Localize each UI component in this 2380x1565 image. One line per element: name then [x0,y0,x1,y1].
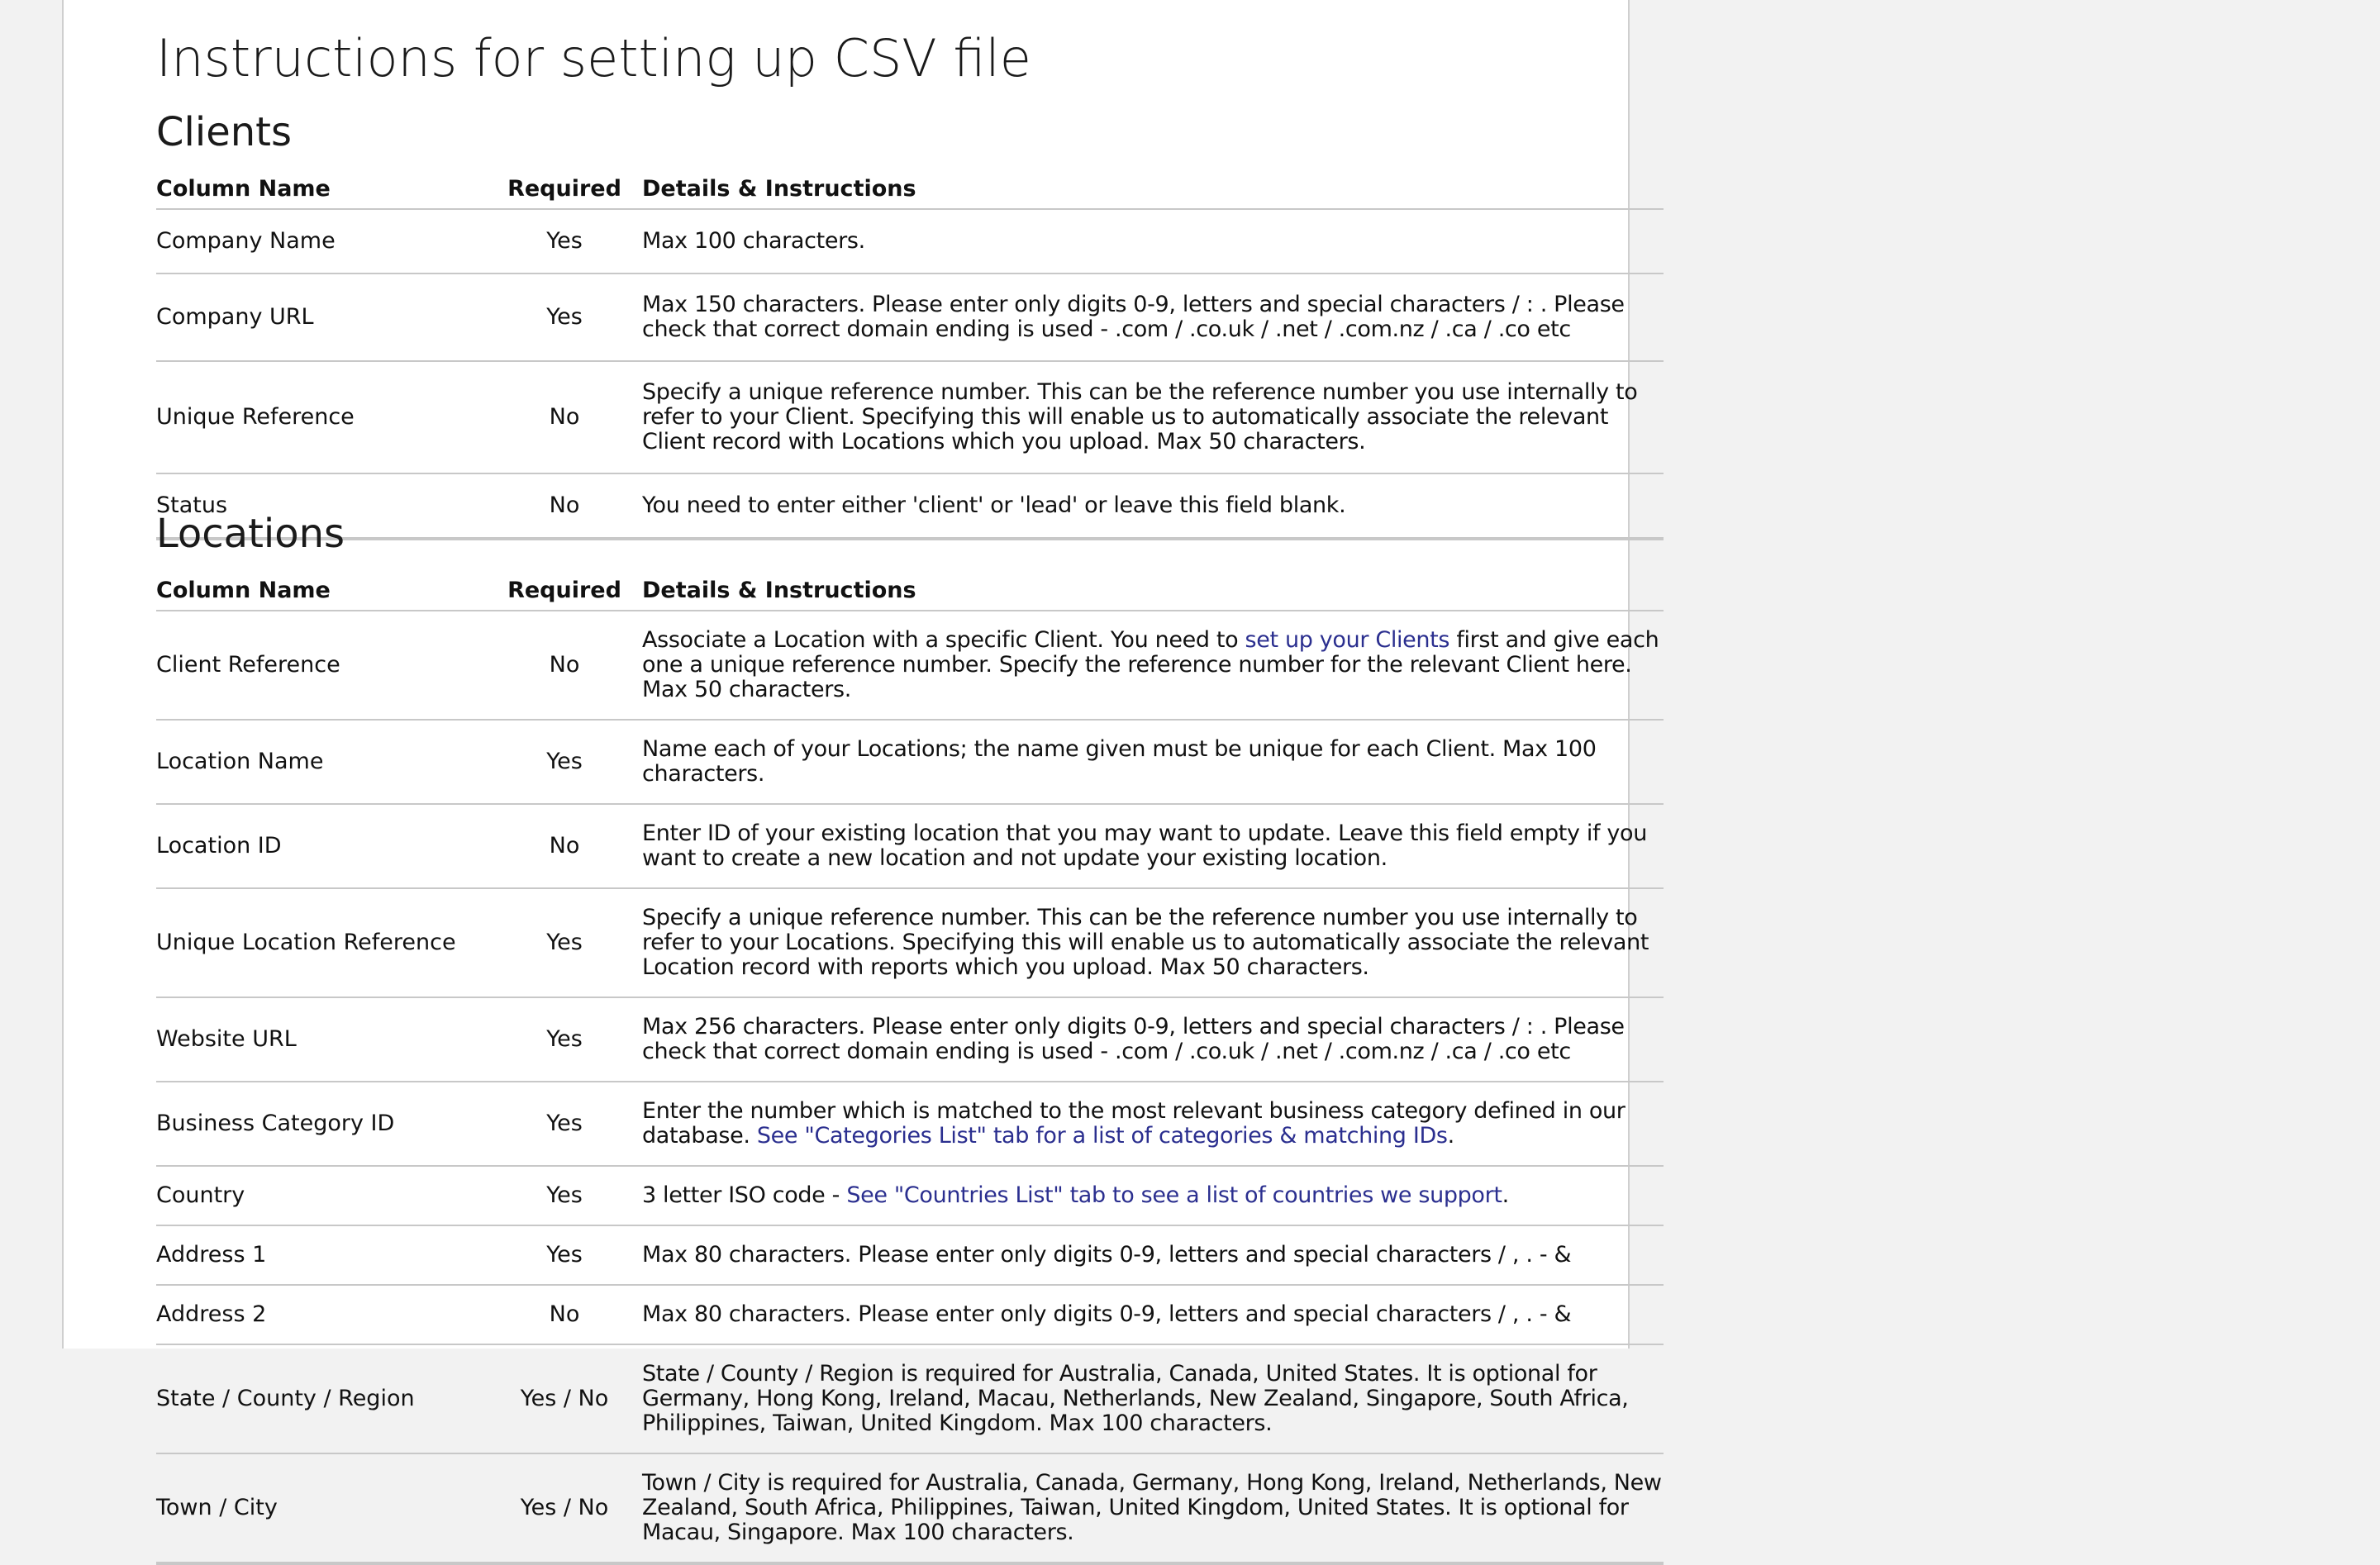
table-row [156,1082,1664,1166]
row-name: Location Name [156,720,497,804]
row-details [632,611,1664,720]
row-details: You need to enter either 'client' or 'lead' or leave this field blank. [632,473,1664,539]
row-name: Country [156,1166,497,1225]
row-required: Yes [497,209,632,274]
table-header-row [156,575,1664,611]
table-row [156,997,1664,1082]
row-name: Unique Reference [156,361,497,473]
row-name: Address 1 [156,1225,497,1285]
details-text: . [1447,1123,1454,1149]
row-name: Address 2 [156,1285,497,1344]
table-row [156,361,1664,473]
table-row [156,720,1664,804]
row-required: Yes [497,274,632,361]
row-required: No [497,611,632,720]
table-row [156,804,1664,888]
row-name: Town / City [156,1453,497,1563]
column-header-required: Required [497,575,632,611]
row-required: Yes [497,888,632,997]
row-required: Yes [497,997,632,1082]
row-details [632,1166,1664,1225]
table-row [156,1453,1664,1563]
table-row [156,1225,1664,1285]
row-name: Status [156,473,497,539]
column-header-required: Required [497,174,632,209]
row-required: Yes / No [497,1453,632,1563]
details-text: . [1502,1182,1509,1208]
details-text: 3 letter ISO code - [642,1182,847,1208]
row-details: Specify a unique reference number. This can be the reference number you use internally to refer to your Client. Specifying this will enable us to automatically associate the relevant Client record with Locations which you upload. Max 50 characters. [632,361,1664,473]
locations-table [156,575,1664,1565]
locations-section-title: Locations [156,511,345,557]
row-name: Company URL [156,274,497,361]
row-required: No [497,361,632,473]
row-name: Unique Location Reference [156,888,497,997]
row-name: Location ID [156,804,497,888]
table-row [156,1344,1664,1453]
row-details: Max 100 characters. [632,209,1664,274]
table-row [156,473,1664,539]
row-required: No [497,1285,632,1344]
row-required: No [497,804,632,888]
content-panel [62,0,1662,1545]
details-text: first and give each one a unique reference number. Specify the reference number for the relevant Client here. Max 50 characters. [642,627,1659,702]
table-row [156,274,1664,361]
row-details: Max 150 characters. Please enter only digits 0-9, letters and special characters / : . Please check that correct domain ending is used - .com / .co.uk / .net / .com.nz / .ca / .co etc [632,274,1664,361]
row-details: Max 256 characters. Please enter only digits 0-9, letters and special characters / : . Please check that correct domain ending is used - .com / .co.uk / .net / .com.nz / .ca / .co etc [632,997,1664,1082]
countries-list-link[interactable]: See "Countries List" tab to see a list of countries we support [846,1182,1502,1208]
row-details: Town / City is required for Australia, Canada, Germany, Hong Kong, Ireland, Netherlands, New Zealand, South Africa, Philippines, Taiwan, United Kingdom, United States. It is optional for Macau, Singapore. Max 100 characters. [632,1453,1664,1563]
row-required: Yes [497,1082,632,1166]
column-header-details: Details & Instructions [632,575,1664,611]
table-row [156,1285,1664,1344]
table-row [156,611,1664,720]
row-required: Yes / No [497,1344,632,1453]
clients-table [156,174,1664,540]
table-row [156,209,1664,274]
table-row [156,888,1664,997]
row-required: Yes [497,1225,632,1285]
table-row [156,1166,1664,1225]
row-details: Max 80 characters. Please enter only digits 0-9, letters and special characters / , . - & [632,1225,1664,1285]
row-required: Yes [497,720,632,804]
row-required: No [497,473,632,539]
row-name: Company Name [156,209,497,274]
row-required: Yes [497,1166,632,1225]
row-details [632,1082,1664,1166]
column-header-details: Details & Instructions [632,174,1664,209]
categories-list-link[interactable]: See "Categories List" tab for a list of categories & matching IDs [756,1123,1448,1149]
table-header-row [156,174,1664,209]
page-title: Instructions for setting up CSV file [156,28,1031,88]
row-name: Business Category ID [156,1082,497,1166]
clients-section-title: Clients [156,109,292,155]
row-details: Name each of your Locations; the name given must be unique for each Client. Max 100 characters. [632,720,1664,804]
row-details: Specify a unique reference number. This can be the reference number you use internally to refer to your Locations. Specifying this will enable us to automatically associate the relevant Location record with reports which you upload. Max 50 characters. [632,888,1664,997]
column-header-name: Column Name [156,174,497,209]
row-details: Max 80 characters. Please enter only digits 0-9, letters and special characters / , . - & [632,1285,1664,1344]
row-details: State / County / Region is required for Australia, Canada, United States. It is optional for Germany, Hong Kong, Ireland, Macau, Netherlands, New Zealand, Singapore, South Africa, Philippines, Taiwan, United Kingdom. Max 100 characters. [632,1344,1664,1453]
details-text: Enter the number which is matched to the most relevant business category defined in our database. [642,1098,1626,1149]
column-header-name: Column Name [156,575,497,611]
row-name: State / County / Region [156,1344,497,1453]
set-up-clients-link[interactable]: set up your Clients [1245,627,1450,653]
details-text: Associate a Location with a specific Client. You need to [642,627,1245,653]
row-details: Enter ID of your existing location that you may want to update. Leave this field empty if you want to create a new location and not update your existing location. [632,804,1664,888]
row-name: Website URL [156,997,497,1082]
row-name: Client Reference [156,611,497,720]
